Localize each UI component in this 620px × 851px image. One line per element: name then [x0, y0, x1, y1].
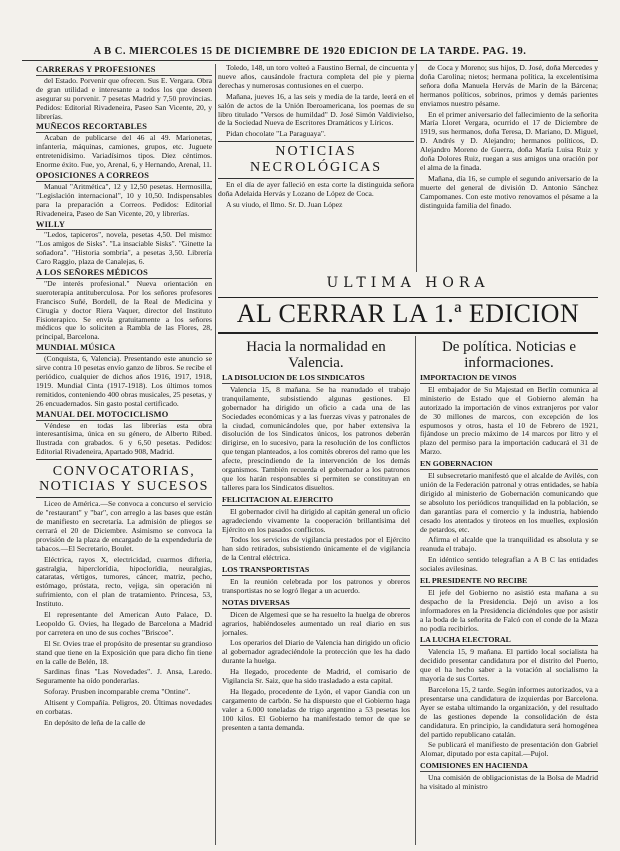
paragraph: El Sr. Ovies trae el propósito de presentar su grandioso stand que tiene en la Exposición que para dicho fin tiene en la calle de Belén, 18. — [36, 638, 212, 666]
subsection-title: LA LUCHA ELECTORAL — [420, 636, 598, 646]
column-divider — [215, 64, 216, 845]
section-text: "Ledos, tapiceros", novela, pesetas 4,50. Del mismo: "Los amigos de Sisks". "La insaciable Sisks". "Ginette la soñadora". "Historia sombría", a pesetas 3,50. Librería Caro Raggio, plaza de Canalejas, 6. — [36, 230, 212, 267]
paragraph: Todos los servicios de vigilancia prestados por el Ejército han sido retirados, subsistiendo únicamente el de vigilancia de la Central eléctrica. — [222, 535, 410, 563]
paragraph: En depósito de leña de la calle de — [44, 718, 146, 727]
divider — [36, 459, 212, 460]
subsection-title: LOS TRANSPORTISTAS — [222, 566, 410, 576]
paragraph: Ha llegado, procedente de Lyón, el vapor Gandía con un cargamento de carbón. Se ha dispuesto que el Gobierno haga valer a 6.000 toneladas de trigo argentino a 53 pesetas los 100 kilos. El Gobierno ha manifestado temor de que se presenten a tanta demanda. — [222, 687, 410, 732]
ultima-hora-label: ULTIMA HORA — [326, 275, 490, 291]
column-divider — [415, 336, 416, 845]
section-title: WILLY — [36, 221, 212, 231]
paragraph: Los operarios del Diario de Valencia han dirigido un oficio al gobernador agradeciéndole la protección que les ha dado durante la huelga. — [222, 638, 410, 666]
paragraph: En la reunión celebrada por los patronos y obreros transportistas no se logró llegar a un acuerdo. — [222, 577, 410, 595]
subsection-title: COMISIONES EN HACIENDA — [420, 762, 598, 772]
paragraph: En el primer aniversario del fallecimiento de la señorita María Lloret Vergara, ocurrido el 17 de Diciembre de 1919, sus hermanos, doña Teresa, D. Mariano, D. Miguel, D. Andrés y D. Alejandro; hermanos políticos, D. Alejandro Moreno de Guerra, doña María Luisa Ruiz y doña Dolores Ruiz, ruegan a sus amigos una oración por el alma de la finada. — [420, 109, 598, 172]
page-header: A B C. MIERCOLES 15 DE DICIEMBRE DE 1920 EDICION DE LA TARDE. PAG. 19. — [22, 46, 598, 61]
paragraph: Se publicará el manifiesto de presentación don Gabriel Alomar, diputado por esta capital.—Pujol. — [420, 740, 598, 759]
section-title: MANUAL DEL MOTOCICLISMO — [36, 411, 212, 421]
section-text: "De interés profesional." Nueva orientación en sueroterapia antituberculosa. Por los señores profesores Francisco Suñé, Bordell, de la Real de Medicina y Cirugía y doctor Riera Vaquer, director del Instituto Fisioterapico. Se envía gratuitamente a los señores médicos que lo soliciten a Rambla de las Flores, 28, principal, Barcelona. — [36, 278, 212, 342]
convocatorias-title: CONVOCATORIAS, NOTICIAS Y SUCESOS — [39, 464, 209, 495]
column-necrology — [420, 64, 598, 272]
politica-title: De política. Noticias e informaciones. — [441, 339, 577, 371]
necrologicas-body — [218, 181, 414, 210]
paragraph: A su viudo, el Ilmo. Sr. D. Juan López — [226, 200, 343, 210]
section-title: MUNDIAL MÚSICA — [36, 344, 212, 354]
subsection-title: EN GOBERNACION — [420, 460, 598, 470]
news-body — [218, 64, 414, 139]
column-divider — [416, 64, 417, 272]
paragraph: de Coca y Moreno; sus hijos, D. José, doña Mercedes y doña Carolina; nietos; hermana política, la excelentísima señora doña Manuela Hervás de Marín de la Bárcena; hermanos políticos, sobrinos, primos y demás parientes enviamos nuestro pésame. — [420, 64, 598, 108]
convocatorias-body — [36, 500, 212, 728]
paragraph: El representante del American Auto Palace, D. Leopoldo G. Ovies, ha llegado de Barcelona a Madrid por carretera en uno de sus coches "Briscoe". — [36, 610, 212, 637]
section-text: del Estado. Porvenir que ofrecen. Sus E. Vergara. Obra de gran utilidad e interesante a todos los que deseen asegurar su porvenir. 7 pesetas Madrid y 7,50 provincias. Pedidos: Editorial Rivadeneira, Paseo San Vicente, 20, y librerías. — [36, 75, 212, 121]
column-news — [218, 64, 414, 272]
paragraph: Mañana, jueves 16, a las seis y media de la tarde, leerá en el salón de actos de la Unión Iberoamericana, los poemas de su libro titulado "Versos de humildad" D. José Simón Valdivielso, de la Sociedad Nueva de Escritores Dramáticos y Líricos. — [218, 91, 414, 128]
divider — [218, 141, 414, 142]
subsection-title: NOTAS DIVERSAS — [222, 599, 410, 609]
paragraph: Afirma el alcalde que la tranquilidad es absoluta y se reanuda el trabajo. — [420, 535, 598, 554]
paragraph: Mañana, día 16, se cumple el segundo aniversario de la muerte del general de división D. Antonio Sánchez Campomanes. Con este motivo renovamos el pésame a la distinguida familia del finado. — [420, 173, 598, 210]
paragraph: En el día de ayer falleció en esta corte la distinguida señora doña Adelaida Hervás y Lozano de López de Coca. — [218, 180, 414, 199]
paragraph: El embajador de Su Majestad en Berlín comunica al ministerio de Estado que el Gobierno alemán ha autorizado la importación de vinos extranjeros por valor de 30 millones de marcos, con excepción de los espumosos y otros, hasta el 10 de Febrero de 1921, fijándose un precio máximo de 14 marcos por litro y el plazo del permiso para la importación caducará el 31 de Marzo. — [420, 384, 598, 457]
section-title: CARRERAS Y PROFESIONES — [36, 66, 212, 76]
subsection-title: IMPORTACION DE VINOS — [420, 374, 598, 384]
subsection-title: FELICITACION AL EJERCITO — [222, 496, 410, 506]
paragraph: Toledo, 148, un toro volteó a Faustino Bernal, de cincuenta y nueve años, causándole fractura completa del pie y pierna derechas y numerosas contusiones en el cuerpo. — [218, 64, 414, 90]
subsection-title: EL PRESIDENTE NO RECIBE — [420, 577, 598, 587]
paragraph: En idéntico sentido telegrafían a A B C las entidades sociales avilesinas. — [420, 555, 598, 574]
paragraph: El subsecretario manifestó que el alcalde de Avilés, con unión de la Federación patronal y otras entidades, se había dirigido al ministerio de Gobernación comunicando que se absoluto los periódicos tranquilidad en la población, se dan garantías para el comercio y la industria, habiendo cesado los atentados y tiroteos en los muelles, explosión de petardos, etc. — [420, 471, 598, 534]
divider — [218, 178, 414, 179]
paragraph: Ha llegado, procedente de Madrid, el comisario de Vigilancia Sr. Saiz, que ha sido trasladado a esta capital. — [222, 667, 410, 686]
paragraph: Valencia 15, 8 mañana. Se ha reanudado el trabajo tranquilamente, subsistiendo algunas gestiones. El gobernador ha dirigido un oficio a cada una de las Sociedades económicas y a las fuerzas vivas y patronales de la ciudad, comunicándoles que, por haber extensiva la disolución de los Sindicatos únicos, los patronos deberán dirigirse, en lo sucesivo, para la resolución de los conflictos que tengan planteados, a los comités obreros del ramo que les afecte, prescindiendo de la intervención de los demás organismos. También recuerda el gobernador a los patronos que los harán responsables si permiten se constituyan en talleres para los Sindicatos disueltos. — [222, 384, 410, 492]
necrologicas-title: NOTICIAS NECROLÓGICAS — [249, 144, 383, 176]
subsection-title: LA DISOLUCION DE LOS SINDICATOS — [222, 374, 410, 384]
paragraph: El gobernador civil ha dirigido al capitán general un oficio agradeciendo vivamente la cooperación brillantísima del Ejército en los pasados conflictos. — [222, 506, 410, 534]
paragraph: Altisent y Compañía. Peligros, 20. Últimas novedades en corbatas. — [36, 698, 212, 717]
paragraph: Una comisión de obligacionistas de la Bolsa de Madrid ha visitado al ministro — [420, 773, 598, 792]
divider — [36, 497, 212, 498]
column-politica — [420, 336, 598, 845]
column-classifieds — [36, 64, 212, 845]
necrology-body — [420, 64, 598, 211]
classified-sections — [36, 66, 212, 457]
politica-body — [420, 374, 598, 792]
paragraph: Valencia 15, 9 mañana. El partido local socialista ha decidido presentar candidatura por el distrito del Puerto, que el ha hecho saber a la votación al socialismo la mayoría de sus Cortes. — [420, 647, 598, 684]
column-valencia — [222, 336, 410, 845]
section-title: MUÑECOS RECORTABLES — [36, 123, 212, 133]
section-title: A LOS SEÑORES MÉDICOS — [36, 269, 212, 279]
section-text: Véndese en todas las librerías esta obra interesantísima, única en su género, de Alberto Ribed. Ilustrada con grabados. 6 y 6,50 pesetas. Pedidos: Editorial Rivadeneira, Apartado 908, Madrid. — [36, 420, 212, 457]
paragraph: Pidan chocolate "La Paraguaya". — [226, 129, 326, 139]
section-title: OPOSICIONES A CORREOS — [36, 172, 212, 182]
paragraph: Soforay. Prusben incomparable crema "Ontine". — [44, 687, 191, 697]
paragraph: Sardinas finas "Las Novedades". J. Ansa, Laredo. Seguramente ha oído ponderarlas. — [36, 667, 212, 686]
paragraph: Barcelona 15, 2 tarde. Según informes autorizados, va a presentarse una candidatura de izquierdas por Barcelona. Ayer se estaba ultimando la organización, y del resultado de las gestiones depende la consolidación de ésta candidatura. En principio, la candidatura será homogénea del partido republicano catalán. — [420, 685, 598, 739]
section-text: (Conquista, 6, Valencia). Presentando este anuncio se sirve contra 10 pesetas envío ganzo de libros. Se recibe el periódico, cualquier de dichos años 1916, 1917, 1918, 1919. Mundial Cinta (1917-1918). Los últimos tomos remitidos, conteniendo 400 obras musicales, 25 pesetas, y 26 encuadernados. Sin gasto postal certificado. — [36, 354, 212, 408]
section-text: Manual "Aritmética", 12 y 12,50 pesetas. Hermosilla, "Legislación internacional", 10 y 10,50. Indispensables para la preparación a Correos. Pedidos: Editorial Rivadeneira, Paseo de San Vicente, 20, y librerías. — [36, 181, 212, 218]
section-text: Acaban de publicarse del 46 al 49. Marionetas, infanteria, máquinas, camiones, grupos, etc. Juguete entretenidísimo. Variadísimos tipos. Diez céntimos. Enorme éxito. Fue, yo, Arenal, 6, y Hernando, Arenal, 11. — [36, 133, 212, 170]
paragraph: El jefe del Gobierno no asistió esta mañana a su despacho de la Presidencia. Dejó un aviso a los informadores en la Presidencia diciéndoles que por asistir a la boda de la señorita de Falcó con el conde de la Maza no podía recibirlos. — [420, 587, 598, 633]
valencia-title: Hacia la normalidad en Valencia. — [246, 339, 386, 371]
main-headline: AL CERRAR LA 1.ª EDICION — [218, 297, 598, 334]
paragraph: Liceo de América.—Se convoca a concurso el servicio de "restaurant" y "bar", con arreglo a las bases que están de manifiesto en secretaría. La admisión de pliegos se cerrará el 20 de Diciembre. Asimismo se convoca la provisión de la plaza de encargado de la expendeduría de tabacos.—El Secretario, Boulet. — [36, 499, 212, 553]
paragraph: Dicen de Algemesí que se ha resuelto la huelga de obreros agrarios, habiéndoseles aumentado un real diario en sus jornales. — [222, 609, 410, 637]
valencia-body — [222, 374, 410, 733]
paragraph: Eléctrica, rayos X, electricidad, cuarmos difteria, gastralgia, hiperclorídia, hipoclorídia, neuralgias, cataratas, vértigos, tumores, cáncer, matriz, pecho, estómago, próstata, recto, vejiga, sin operación ni sufrimiento, con el plan de tratamiento. Princesa, 53, Instituto. — [36, 554, 212, 609]
